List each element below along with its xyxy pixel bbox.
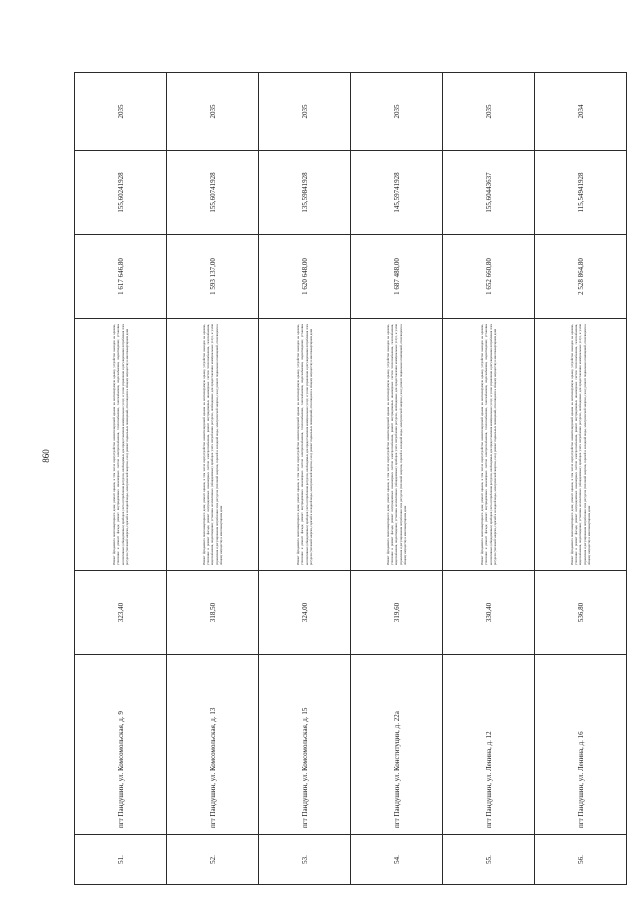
table-row — [535, 73, 627, 885]
row-unit-cost: 155,60241928 — [75, 151, 167, 235]
row-number: 53. — [259, 835, 351, 885]
row-works: Ремонт фундамента многоквартирного дома; ремонт крыши, в том числе переустройство невентилируемой крыши на вентилируемую крышу, устройство выходов на кровлю, утепление и ремонт фасада; ремонт внутридомовых инженерных систем электроснабжения, ремонт внутридомовых инженерных систем теплоснабжения, газоснабжения, водоснабжения, водоотведения; установка коллективных (общедомовых) приборов учета потребления ресурсов, необходимых для предоставления коммунальных услуг, и узлов управления и регулирования потребления этих ресурсов (тепловой энергии, горячей и холодной воды, электрической энергии, газа); ремонт подвальных помещений, относящихся к общему имуществу в многоквартирном доме — [351, 319, 443, 571]
row-number: 54. — [351, 835, 443, 885]
row-cost: 1 652 660,80 — [443, 235, 535, 319]
row-unit-cost: 115,54941928 — [535, 151, 627, 235]
row-unit-cost: 145,59741928 — [351, 151, 443, 235]
row-unit-cost: 135,59841928 — [259, 151, 351, 235]
table-row — [443, 73, 535, 885]
row-area: 323,40 — [75, 571, 167, 655]
row-address: пгт Пандушин, ул. Комсомольская, д. 9 — [75, 655, 167, 835]
row-number: 55. — [443, 835, 535, 885]
row-cost: 1 687 488,00 — [351, 235, 443, 319]
row-cost: 2 528 864,80 — [535, 235, 627, 319]
row-works: Ремонт фундамента многоквартирного дома; ремонт крыши, в том числе переустройство невентилируемой крыши на вентилируемую крышу, устройство выходов на кровлю, утепление и ремонт фасада; ремонт внутридомовых инженерных систем электроснабжения, теплоснабжения, газоснабжения, водоснабжения, водоотведения; установка коллективных (общедомовых) приборов учета потребления ресурсов, необходимых для предоставления коммунальных услуг, и узлов управления и регулирования потребления этих ресурсов (тепловой энергии, горячей и холодной воды, электрической энергии, газа); ремонт подвальных помещений, относящихся к общему имуществу в многоквартирном доме — [443, 319, 535, 571]
table-row — [259, 73, 351, 885]
row-cost: 1 593 137,00 — [167, 235, 259, 319]
row-area: 330,40 — [443, 571, 535, 655]
row-area: 319,60 — [351, 571, 443, 655]
row-works: Ремонт фундамента многоквартирного дома; ремонт крыши, в том числе переустройство невентилируемой крыши на вентилируемую крышу, устройство выходов на кровлю, утепление и ремонт фасада; ремонт внутридомовых инженерных систем электроснабжения, ремонт внутридомовых инженерных систем теплоснабжения, газоснабжения, водоснабжения, водоотведения; установка коллективных (общедомовых) приборов учета потребления ресурсов, необходимых для предоставления коммунальных услуг, и узлов управления и регулирования потребления этих ресурсов (тепловой энергии, горячей и холодной воды, электрической энергии, газа); ремонт подвальных помещений, относящихся к общему имуществу в многоквартирном доме — [167, 319, 259, 571]
page-number: 860 — [41, 449, 51, 463]
row-year: 2035 — [259, 73, 351, 151]
row-year: 2035 — [75, 73, 167, 151]
row-year: 2034 — [535, 73, 627, 151]
table-row — [167, 73, 259, 885]
row-year: 2035 — [443, 73, 535, 151]
row-area: 324,00 — [259, 571, 351, 655]
row-area: 536,80 — [535, 571, 627, 655]
row-number: 56. — [535, 835, 627, 885]
row-address: пгт Пандушин, ул. Ленина, д. 12 — [443, 655, 535, 835]
row-address: пгт Пандушин, ул. Ленина, д. 16 — [535, 655, 627, 835]
rotated-table-wrapper — [74, 73, 626, 885]
row-unit-cost: 155,60741928 — [167, 151, 259, 235]
row-number: 52. — [167, 835, 259, 885]
row-cost: 1 617 646,80 — [75, 235, 167, 319]
row-cost: 1 620 648,00 — [259, 235, 351, 319]
row-works: Ремонт фундамента многоквартирного дома; ремонт крыши, в том числе переустройство невентилируемой крыши на вентилируемую крышу, устройство выходов на кровлю, утепление и ремонт фасада; ремонт внутридомовых инженерных систем электроснабжения, теплоснабжения, газоснабжения, водоснабжения, водоотведения; установка коллективных (общедомовых) приборов учета потребления ресурсов, необходимых для предоставления коммунальных услуг, и узлов управления и регулирования потребления этих ресурсов (тепловой энергии, горячей и холодной воды, электрической энергии, газа); ремонт подвальных помещений, относящихся к общему имуществу в многоквартирном доме — [75, 319, 167, 571]
table-row — [75, 73, 167, 885]
row-year: 2035 — [167, 73, 259, 151]
row-works: Ремонт фундамента многоквартирного дома; ремонт крыши, в том числе переустройство невентилируемой крыши на вентилируемую крышу, устройство выходов на кровлю, утепление и ремонт фасада; ремонт внутридомовых инженерных систем электроснабжения, теплоснабжения, газоснабжения, водоснабжения, водоотведения; установка коллективных (общедомовых) приборов учета потребления ресурсов, необходимых для предоставления коммунальных услуг, и узлов управления и регулирования потребления этих ресурсов (тепловой энергии, горячей и холодной воды, электрической энергии, газа); ремонт подвальных помещений, относящихся к общему имуществу в многоквартирном доме — [259, 319, 351, 571]
row-address: пгт Пандушин, ул. Конституции, д. 22а — [351, 655, 443, 835]
table-row — [351, 73, 443, 885]
row-address: пгт Пандушин, ул. Комсомольская, д. 13 — [167, 655, 259, 835]
row-area: 318,50 — [167, 571, 259, 655]
row-unit-cost: 155,60443637 — [443, 151, 535, 235]
row-works: Ремонт фундамента многоквартирного дома; ремонт крыши, в том числе переустройство невентилируемой крыши на вентилируемую крышу, устройство выходов на кровлю, утепление и ремонт фасада; ремонт внутридомовых инженерных систем электроснабжения, ремонт внутридомовых инженерных систем теплоснабжения, газоснабжения, водоснабжения, водоотведения; установка коллективных (общедомовых) приборов учета потребления ресурсов, необходимых для предоставления коммунальных услуг, и узлов управления и регулирования потребления этих ресурсов (тепловой энергии, горячей и холодной воды, электрической энергии, газа); ремонт подвальных помещений, относящихся к общему имуществу в многоквартирном доме — [535, 319, 627, 571]
row-address: пгт Пандушин, ул. Комсомольская, д. 15 — [259, 655, 351, 835]
capital-repair-table — [74, 72, 627, 885]
row-number: 51. — [75, 835, 167, 885]
row-year: 2035 — [351, 73, 443, 151]
